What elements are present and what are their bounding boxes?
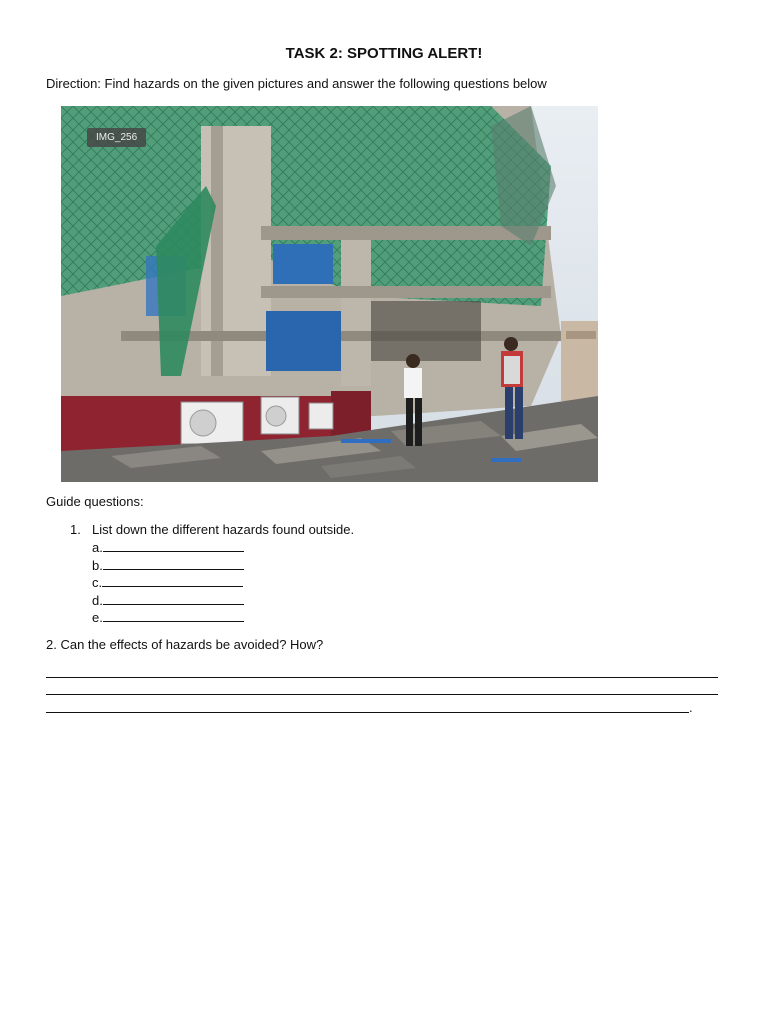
question-2-text: 2. Can the effects of hazards be avoided? How? bbox=[46, 637, 324, 652]
answer-end-mark: . bbox=[689, 700, 693, 715]
answer-letter: b. bbox=[92, 557, 103, 573]
answer-line-3[interactable] bbox=[46, 712, 689, 713]
answer-line-2[interactable] bbox=[46, 694, 718, 695]
answer-blank[interactable] bbox=[103, 593, 244, 605]
direction-text: Direction: Find hazards on the given pictures and answer the following questions below bbox=[46, 76, 547, 91]
answer-line-b[interactable] bbox=[92, 557, 244, 575]
question-1-text: List down the different hazards found outside. bbox=[92, 522, 355, 537]
question-1-number: 1. bbox=[70, 522, 81, 537]
hazard-photo-illustration bbox=[61, 106, 598, 482]
answer-letter: e. bbox=[92, 610, 103, 625]
answer-letter: a. bbox=[92, 540, 103, 555]
question-1-answer-list bbox=[92, 539, 244, 627]
answer-line-d[interactable] bbox=[92, 592, 244, 610]
question-1 bbox=[70, 522, 354, 537]
answer-letter: c. bbox=[92, 575, 103, 590]
hazard-photo bbox=[61, 106, 598, 482]
page-title: TASK 2: SPOTTING ALERT! bbox=[285, 45, 483, 62]
answer-letter: d. bbox=[92, 592, 103, 608]
image-filename-label: IMG_256 bbox=[87, 128, 146, 147]
guide-heading: Guide questions: bbox=[46, 494, 144, 509]
answer-blank[interactable] bbox=[102, 575, 243, 587]
answer-line-c[interactable] bbox=[92, 574, 244, 592]
answer-blank[interactable] bbox=[103, 540, 244, 552]
answer-blank[interactable] bbox=[103, 610, 244, 622]
answer-line-a[interactable] bbox=[92, 539, 244, 557]
answer-blank[interactable] bbox=[103, 558, 244, 570]
answer-line-e[interactable] bbox=[92, 609, 244, 627]
answer-line-1[interactable] bbox=[46, 677, 718, 678]
